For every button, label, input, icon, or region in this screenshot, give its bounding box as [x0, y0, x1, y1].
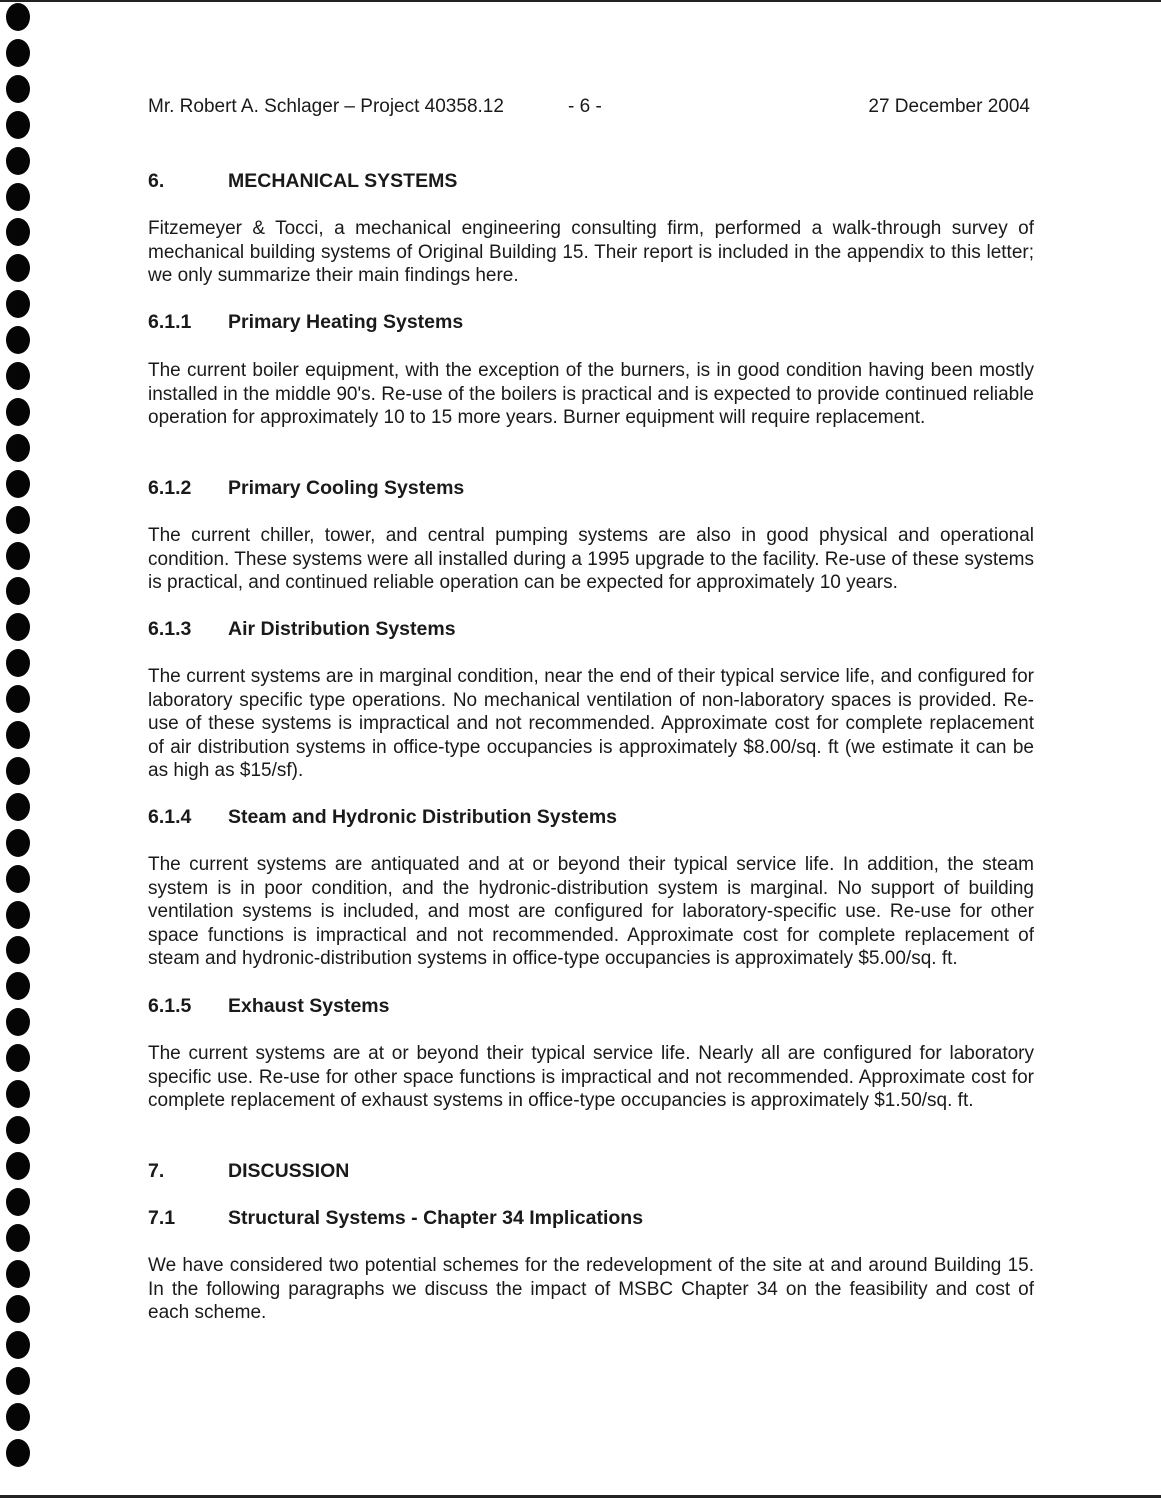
- heading-title: Air Distribution Systems: [228, 618, 456, 640]
- bottom-border-line: [0, 1495, 1161, 1498]
- punch-hole: [6, 1403, 30, 1431]
- paragraph-6-1-3: The current systems are in marginal condition, near the end of their typical service life, and configured for laboratory specific type operations. No mechanical ventilation of non-laboratory spaces is provided. Re-use of these systems is impractical and not recommended. Approximate cost for complete replacement of air distribution systems in office-type occupancies is approximately $8.00/sq. ft (we estimate it can be as high as $15/sf).: [148, 666, 1034, 781]
- punch-hole: [6, 39, 30, 67]
- punch-hole: [6, 434, 30, 462]
- paragraph-6-1-2: The current chiller, tower, and central pumping systems are also in good physical and operational condition. These systems were all installed during a 1995 upgrade to the facility. Re-use of these systems is practical, and continued reliable operation can be expected for approximately 10 years.: [148, 525, 1034, 593]
- punch-hole: [6, 75, 30, 103]
- paragraph-7-1: We have considered two potential schemes for the redevelopment of the site at and around Building 15. In the following paragraphs we discuss the impact of MSBC Chapter 34 on the feasibility and cost of each scheme.: [148, 1255, 1034, 1323]
- binder-punch-holes: [0, 0, 40, 1500]
- punch-hole: [6, 793, 30, 821]
- paragraph-6-1-1: The current boiler equipment, with the exception of the burners, is in good condition having been mostly installed in the middle 90's. Re-use of the boilers is practical and is expected to provide continued reliable operation for approximately 10 to 15 more years. Burner equipment will require replacement.: [148, 360, 1034, 428]
- punch-hole: [6, 398, 30, 426]
- punch-hole: [6, 1044, 30, 1072]
- heading-title: DISCUSSION: [228, 1160, 350, 1182]
- page-header: [148, 96, 1030, 122]
- paragraph-6-1-5: The current systems are at or beyond their typical service life. Nearly all are configured for laboratory specific use. Re-use for other space functions is impractical and not recommended. Approximate cost for complete replacement of exhaust systems in office-type occupancies is approximately $1.50/sq. ft.: [148, 1043, 1034, 1111]
- punch-hole: [6, 470, 30, 498]
- punch-hole: [6, 1152, 30, 1180]
- punch-hole: [6, 1224, 30, 1252]
- heading-title: MECHANICAL SYSTEMS: [228, 170, 458, 192]
- heading-number: 6.1.3: [148, 618, 192, 640]
- heading-title: Structural Systems - Chapter 34 Implications: [228, 1207, 644, 1229]
- heading-title: Primary Heating Systems: [228, 311, 464, 333]
- heading-number: 7.1: [148, 1207, 176, 1229]
- punch-hole: [6, 362, 30, 390]
- punch-hole: [6, 901, 30, 929]
- heading-number: 6.1.4: [148, 806, 192, 828]
- punch-hole: [6, 829, 30, 857]
- punch-hole: [6, 254, 30, 282]
- punch-hole: [6, 577, 30, 605]
- heading-title: Steam and Hydronic Distribution Systems: [228, 806, 618, 828]
- heading-number: 6.1.1: [148, 311, 192, 333]
- header-recipient-project: Mr. Robert A. Schlager – Project 40358.12: [148, 96, 504, 117]
- header-date: 27 December 2004: [868, 96, 1030, 117]
- punch-hole: [6, 1295, 30, 1323]
- heading-number: 6.: [148, 170, 165, 192]
- punch-hole: [6, 506, 30, 534]
- header-page-number: - 6 -: [568, 96, 602, 117]
- heading-number: 6.1.2: [148, 477, 192, 499]
- punch-hole: [6, 326, 30, 354]
- punch-hole: [6, 1116, 30, 1144]
- heading-title: Exhaust Systems: [228, 995, 390, 1017]
- heading-title: Primary Cooling Systems: [228, 477, 465, 499]
- punch-hole: [6, 111, 30, 139]
- punch-hole: [6, 757, 30, 785]
- heading-number: 7.: [148, 1160, 165, 1182]
- punch-hole: [6, 613, 30, 641]
- punch-hole: [6, 1260, 30, 1288]
- punch-hole: [6, 290, 30, 318]
- punch-hole: [6, 3, 30, 31]
- punch-hole: [6, 721, 30, 749]
- punch-hole: [6, 865, 30, 893]
- punch-hole: [6, 685, 30, 713]
- punch-hole: [6, 1439, 30, 1467]
- heading-number: 6.1.5: [148, 995, 192, 1017]
- punch-hole: [6, 649, 30, 677]
- punch-hole: [6, 1008, 30, 1036]
- paragraph-6-1-4: The current systems are antiquated and at or beyond their typical service life. In addition, the steam system is in poor condition, and the hydronic-distribution system is marginal. No support of building ventilation systems is included, and most are configured for laboratory-specific use. Re-use for other space functions is impractical and not recommended. Approximate cost for complete replacement of steam and hydronic-distribution systems in office-type occupancies is approximately $5.00/sq. ft.: [148, 854, 1034, 969]
- punch-hole: [6, 936, 30, 964]
- punch-hole: [6, 1331, 30, 1359]
- punch-hole: [6, 972, 30, 1000]
- punch-hole: [6, 147, 30, 175]
- punch-hole: [6, 1188, 30, 1216]
- punch-hole: [6, 1367, 30, 1395]
- paragraph-6: Fitzemeyer & Tocci, a mechanical engineering consulting firm, performed a walk-through survey of mechanical building systems of Original Building 15. Their report is included in the appendix to this letter; we only summarize their main findings here.: [148, 218, 1034, 286]
- punch-hole: [6, 542, 30, 570]
- punch-hole: [6, 218, 30, 246]
- punch-hole: [6, 1080, 30, 1108]
- top-border-line: [0, 0, 1161, 2]
- punch-hole: [6, 183, 30, 211]
